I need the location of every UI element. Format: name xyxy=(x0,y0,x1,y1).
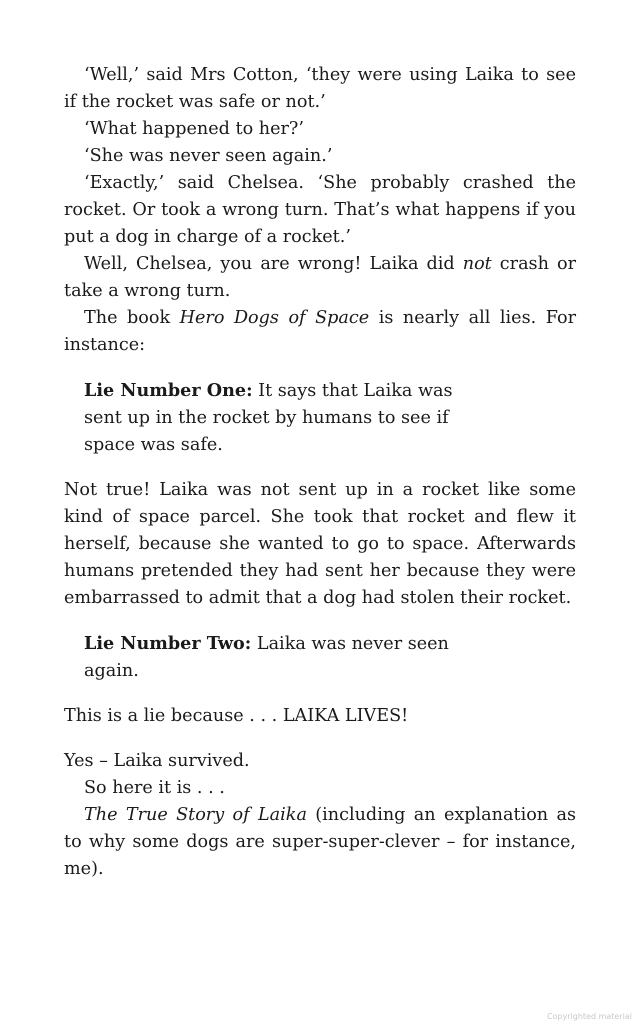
paragraph-text: The book xyxy=(84,308,180,328)
paragraph-true-story xyxy=(64,802,576,883)
paragraph-what-happened xyxy=(64,116,576,143)
lie-number-two xyxy=(84,630,484,685)
lie-text: Laika was never seen again. xyxy=(84,634,449,681)
paragraph-book-lies xyxy=(64,305,576,359)
paragraph-text: This is a lie because . . . LAIKA LIVES! xyxy=(64,706,409,726)
paragraph-text: is nearly all lies. For instance: xyxy=(64,308,576,355)
book-title: Hero Dogs of Space xyxy=(179,308,370,328)
paragraph-never-seen xyxy=(64,143,576,170)
book-title: The True Story of Laika xyxy=(84,805,307,825)
paragraph-text: ‘What happened to her?’ xyxy=(84,119,304,139)
paragraph-text: ‘Exactly,’ said Chelsea. ‘She probably crashed the rocket. Or took a wrong turn. That’s what happens if you put a dog in charge of a rocket.’ xyxy=(64,173,576,247)
paragraph-laika-lives xyxy=(64,703,576,730)
paragraph-text: So here it is . . . xyxy=(84,778,225,798)
paragraph-laika-survived xyxy=(64,748,576,775)
paragraph-text: Well, Chelsea, you are wrong! Laika did xyxy=(84,254,463,274)
lie-label: Lie Number One: xyxy=(84,380,253,401)
copyright-watermark: Copyrighted material xyxy=(546,1012,632,1021)
paragraph-text: ‘She was never seen again.’ xyxy=(84,146,333,166)
paragraph-text: crash or take a wrong turn. xyxy=(64,254,576,301)
emphasis-text: not xyxy=(462,254,492,274)
section-gap xyxy=(64,730,576,748)
paragraph-text: ‘Well,’ said Mrs Cotton, ‘they were using Laika to see if the rocket was safe or not.’ xyxy=(64,65,576,112)
paragraph-text: (including an explanation as to why some dogs are super-super-clever – for instance, me). xyxy=(64,805,576,879)
book-page xyxy=(64,62,576,883)
paragraph-text: Not true! Laika was not sent up in a rocket like some kind of space parcel. She took that rocket and flew it herself, because she wanted to go to space. Afterwards humans pretended they had sent her because they were embarrassed to admit that a dog had stolen their rocket. xyxy=(64,480,576,608)
lie-number-one xyxy=(84,377,484,459)
lie-label: Lie Number Two: xyxy=(84,633,252,654)
paragraph-chelsea xyxy=(64,170,576,251)
lie-text: It says that Laika was sent up in the rocket by humans to see if space was safe. xyxy=(84,381,453,455)
paragraph-here-it-is xyxy=(64,775,576,802)
paragraph-you-are-wrong xyxy=(64,251,576,305)
paragraph-not-true xyxy=(64,477,576,612)
paragraph-text: Yes – Laika survived. xyxy=(64,751,250,771)
paragraph-mrs-cotton xyxy=(64,62,576,116)
